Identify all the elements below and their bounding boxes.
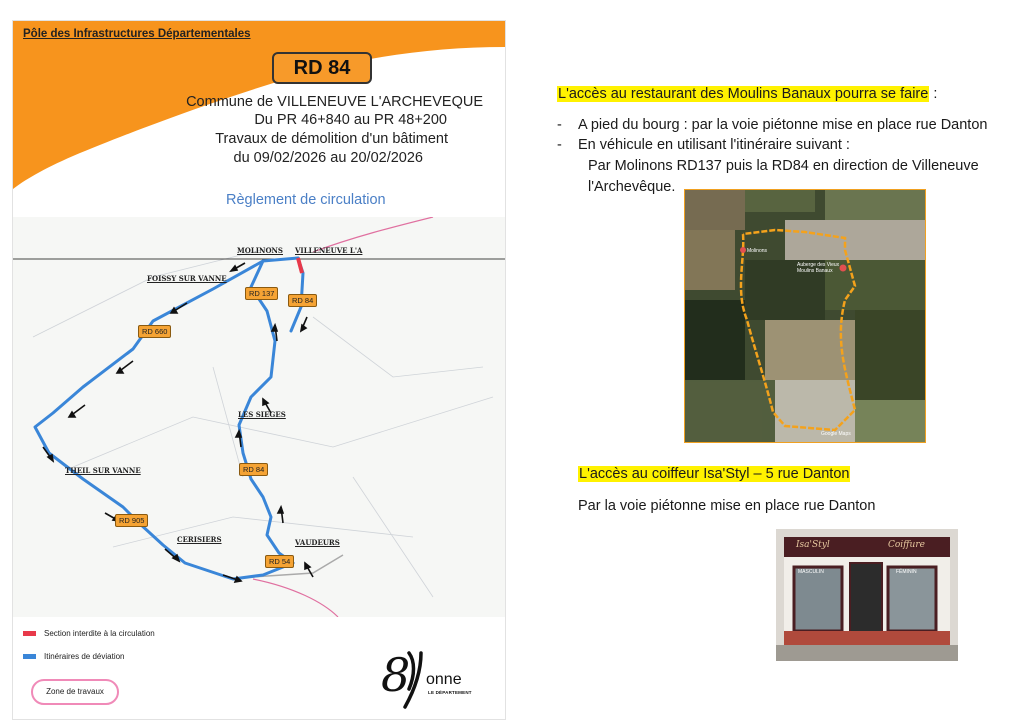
legend-zone-label: Zone de travaux <box>31 679 119 705</box>
map-label-cerisiers: CERISIERS <box>177 535 222 544</box>
sat-label-google: Google Maps <box>821 431 851 437</box>
hairdresser-heading-text: L'accès au coiffeur Isa'Styl – 5 rue Danton <box>579 466 850 482</box>
shop-sign-left: Isa'Styl <box>796 540 830 550</box>
bullet-on-foot-text: A pied du bourg : par la voie piétonne mise en place rue Danton <box>577 117 988 133</box>
shop-sign-right: Coiffure <box>888 540 925 550</box>
map-label-foissy: FOISSY SUR VANNE <box>147 274 227 283</box>
shop-window-right: FÉMININ <box>896 569 917 575</box>
road-tag-rd54: RD 54 <box>265 555 294 568</box>
legend-forbidden <box>23 629 263 638</box>
traffic-regulation-subtitle: Règlement de circulation <box>226 192 386 208</box>
hairdresser-access-heading <box>578 466 850 482</box>
road-tag-rd660: RD 660 <box>138 325 171 338</box>
bullet-by-vehicle-text: En véhicule en utilisant l'itinéraire suivant : <box>577 137 850 153</box>
sat-label-molinons: Molinons <box>747 248 768 254</box>
road-tag-rd84-mid: RD 84 <box>239 463 268 476</box>
road-tag-rd137: RD 137 <box>245 287 278 300</box>
satellite-map-drawing <box>685 190 925 442</box>
hairdresser-shop-photo <box>776 529 958 661</box>
title-commune: Commune de VILLENEUVE L'ARCHEVEQUE <box>186 94 483 110</box>
restaurant-access-heading <box>557 86 937 102</box>
road-tag-rd905: RD 905 <box>115 514 148 527</box>
restaurant-heading-text: L'accès au restaurant des Moulins Banaux pourra se faire <box>558 86 929 102</box>
logo-subtitle: LE DÉPARTEMENT <box>428 690 472 695</box>
legend-forbidden-label: Section interdite à la circulation <box>44 629 155 638</box>
restaurant-heading-colon: : <box>929 86 938 102</box>
title-dates: du 09/02/2026 au 20/02/2026 <box>233 150 423 166</box>
map-label-theil: THEIL SUR VANNE <box>65 466 141 475</box>
route-line-2: l'Archevêque. <box>588 179 676 195</box>
map-label-villeneuve: VILLENEUVE L'A <box>295 246 363 255</box>
title-pr-range: Du PR 46+840 au PR 48+200 <box>254 112 447 128</box>
road-number-badge: RD 84 <box>272 52 372 84</box>
map-label-vaudeurs: VAUDEURS <box>295 538 340 547</box>
detour-map <box>13 217 505 617</box>
forbidden-swatch <box>23 631 36 636</box>
route-line-1: Par Molinons RD137 puis la RD84 en direction de Villeneuve <box>588 158 979 174</box>
map-label-les-sieges: LES SIEGES <box>238 410 286 419</box>
sat-label-auberge: Auberge des Vieux Moulins Banaux <box>797 262 840 274</box>
satellite-route-map <box>684 189 926 443</box>
traffic-notice-poster <box>12 20 506 720</box>
svg-text:8: 8 <box>381 648 411 702</box>
map-label-molinons: MOLINONS <box>237 246 283 255</box>
legend-detour <box>23 652 263 661</box>
department-pole-label: Pôle des Infrastructures Départementales <box>23 28 251 40</box>
bullet-on-foot: - A pied du bourg : par la voie piétonne mise en place rue Danton <box>557 117 988 133</box>
logo-word: onne <box>426 671 462 688</box>
legend-detour-label: Itinéraires de déviation <box>44 652 125 661</box>
detour-swatch <box>23 654 36 659</box>
bullet-by-vehicle: - En véhicule en utilisant l'itinéraire suivant : <box>557 137 850 153</box>
map-legend <box>23 629 263 675</box>
hairdresser-access-line: Par la voie piétonne mise en place rue Danton <box>578 498 876 514</box>
title-works: Travaux de démolition d'un bâtiment <box>215 131 448 147</box>
shop-window-left: MASCULIN <box>798 569 824 575</box>
road-tag-rd84-top: RD 84 <box>288 294 317 307</box>
